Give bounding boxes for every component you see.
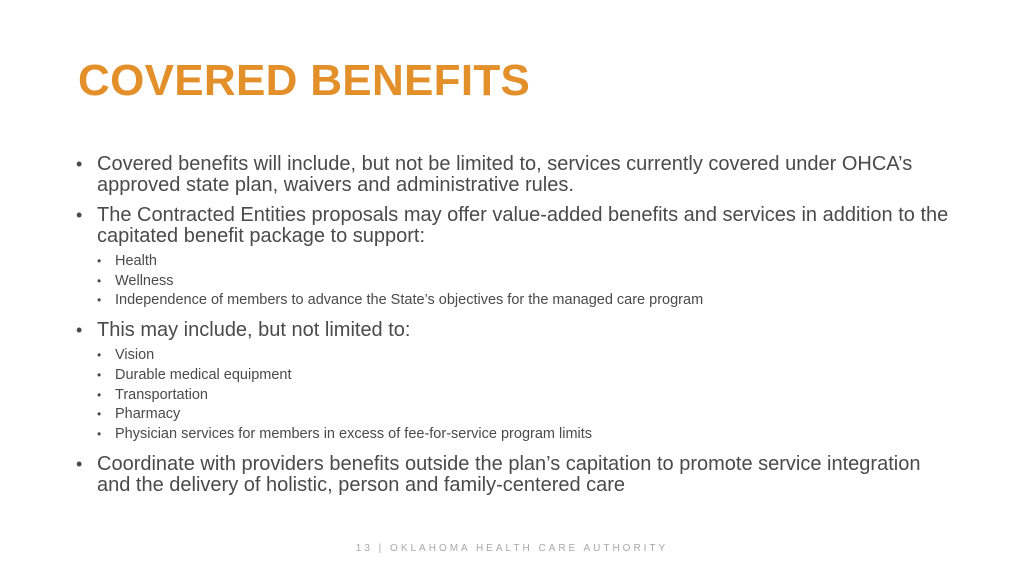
sub-bullet-icon: • (97, 426, 102, 441)
bullet-text: Covered benefits will include, but not be limited to, services currently covered under OHCA’s approved state plan, waivers and administrative rules. (97, 153, 913, 196)
sub-bullet-list (97, 346, 956, 445)
slide-title: COVERED BENEFITS (78, 56, 531, 105)
sub-bullet-item (97, 405, 956, 425)
bullet-icon: • (76, 320, 83, 341)
sub-bullet-item (97, 252, 956, 272)
sub-bullet-icon: • (97, 273, 102, 288)
bullet-icon: • (76, 453, 83, 474)
sub-bullet-icon: • (97, 348, 102, 363)
sub-bullet-text: Wellness (115, 272, 174, 289)
sub-bullet-list (97, 252, 956, 311)
bullet-item (76, 320, 956, 445)
bullet-icon: • (76, 205, 83, 225)
sub-bullet-icon: • (97, 254, 102, 268)
bullet-text: Coordinate with providers benefits outside the plan’s capitation to promote service integration and the delivery of holistic, person and family-centered care (97, 452, 921, 496)
sub-bullet-text: Pharmacy (115, 406, 181, 423)
sub-bullet-item (97, 366, 956, 386)
slide-content (76, 154, 956, 505)
sub-bullet-text: Transportation (115, 386, 208, 403)
sub-bullet-text: Durable medical equipment (115, 366, 292, 383)
bullet-item (76, 454, 956, 496)
sub-bullet-icon: • (97, 293, 102, 308)
sub-bullet-icon: • (97, 367, 102, 382)
sub-bullet-item (97, 272, 956, 292)
bullet-icon: • (76, 154, 83, 174)
sub-bullet-item (97, 291, 956, 311)
sub-bullet-text: Vision (115, 347, 155, 364)
bullet-item (76, 154, 956, 196)
sub-bullet-icon: • (97, 407, 102, 422)
sub-bullet-text: Independence of members to advance the State’s objectives for the managed care program (115, 292, 704, 309)
bullet-text: This may include, but not limited to: (97, 319, 411, 342)
sub-bullet-text: Health (115, 253, 157, 269)
sub-bullet-text: Physician services for members in excess of fee-for-service program limits (115, 425, 593, 442)
sub-bullet-icon: • (97, 387, 102, 402)
bullet-list (76, 154, 956, 496)
bullet-text: The Contracted Entities proposals may offer value-added benefits and services in addition to the capitated benefit package to support: (97, 204, 949, 247)
bullet-item (76, 205, 956, 311)
slide-footer: 13 | OKLAHOMA HEALTH CARE AUTHORITY (355, 543, 669, 554)
sub-bullet-item (97, 425, 956, 445)
sub-bullet-item (97, 346, 956, 366)
sub-bullet-item (97, 386, 956, 406)
